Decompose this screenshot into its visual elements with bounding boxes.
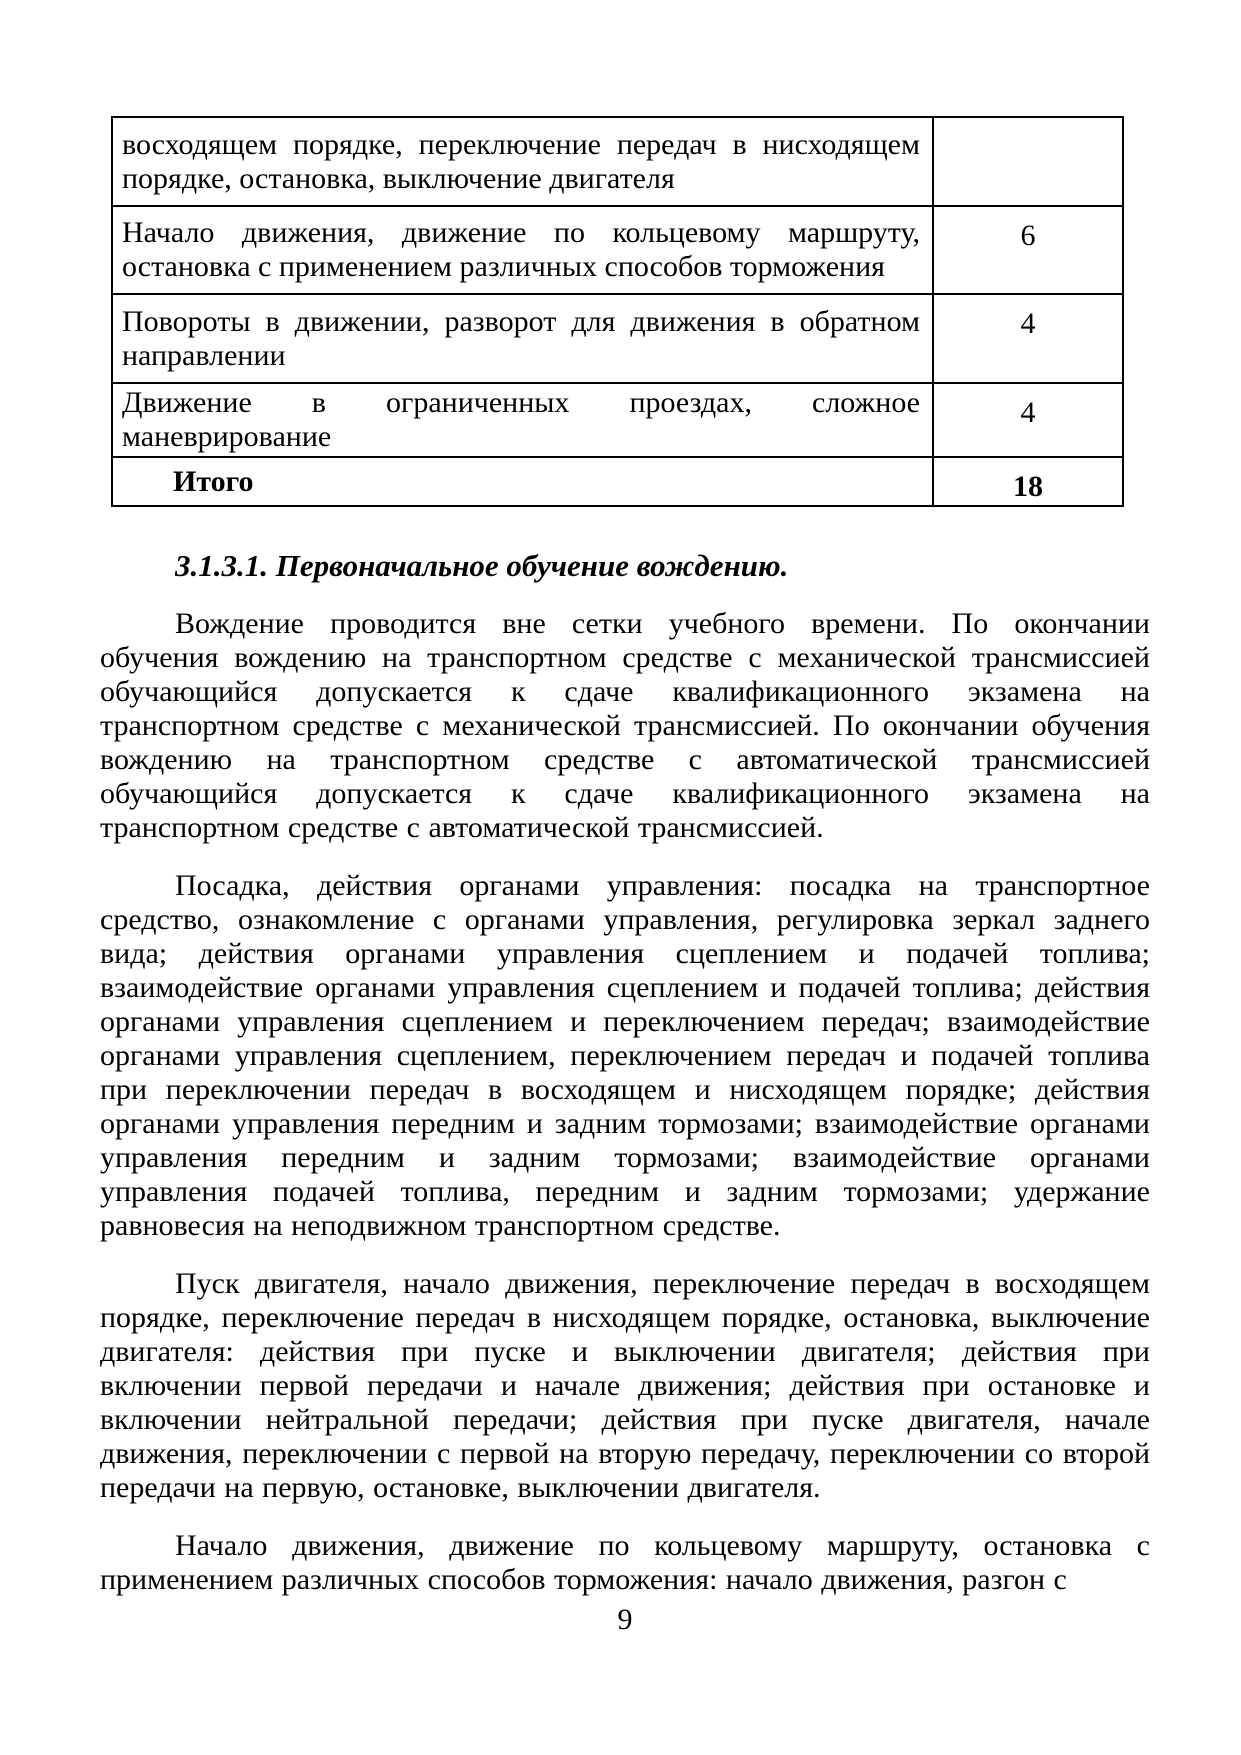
topic-cell: Повороты в движении, разворот для движения в обратном направлении: [112, 294, 933, 383]
hours-cell: 6: [933, 206, 1123, 294]
table-row: [112, 206, 1123, 294]
hours-cell: [933, 117, 1123, 206]
paragraph-engine-start: Пуск двигателя, начало движения, переключение передач в восходящем порядке, переключение передач в нисходящем порядке, остановка, выключение двигателя: действия при пуске и выключении двигателя; действия при включении первой передачи и начале движения; действия при остановке и включении нейтральной передачи; действия при пуске двигателя, начале движения, переключении с первой на вторую передачу, переключении со второй передачи на первую, остановке, выключении двигателя.: [100, 1267, 1150, 1504]
total-hours-cell: 18: [933, 457, 1123, 506]
topic-cell: восходящем порядке, переключение передач в нисходящем порядке, остановка, выключение двигателя: [112, 117, 933, 206]
hours-cell: 4: [933, 294, 1123, 383]
paragraph-ring-route: Начало движения, движение по кольцевому маршруту, остановка с применением различных способов торможения: начало движения, разгон с: [100, 1529, 1150, 1596]
section-heading: 3.1.3.1. Первоначальное обучение вождению.: [175, 548, 789, 583]
topic-cell: Начало движения, движение по кольцевому маршруту, остановка с применением различных способов торможения: [112, 206, 933, 294]
table-row: [112, 383, 1123, 457]
page-number: 9: [617, 1603, 633, 1636]
paragraph-driving-schedule: Вождение проводится вне сетки учебного времени. По окончании обучения вождению на транспортном средстве с механической трансмиссией обучающийся допускается к сдаче квалификационного экзамена на транспортном средстве с механической трансмиссией. По окончании обучения вождению на транспортном средстве с автоматической трансмиссией обучающийся допускается к сдаче квалификационного экзамена на транспортном средстве с автоматической трансмиссией.: [100, 607, 1150, 844]
topic-cell: Движение в ограниченных проездах, сложное маневрирование: [112, 383, 933, 457]
paragraph-seating-controls: Посадка, действия органами управления: посадка на транспортное средство, ознакомление с органами управления, регулировка зеркал заднего вида; действия органами управления сцеплением и подачей топлива; взаимодействие органами управления сцеплением и подачей топлива; действия органами управления сцеплением и переключением передач; взаимодействие органами управления сцеплением, переключением передач и подачей топлива при переключении передач в восходящем и нисходящем порядке; действия органами управления передним и задним тормозами; взаимодействие органами управления передним и задним тормозами; взаимодействие органами управления подачей топлива, передним и задним тормозами; удержание равновесия на неподвижном транспортном средстве.: [100, 869, 1150, 1242]
total-label-cell: Итого: [112, 457, 933, 506]
table-row: [112, 117, 1123, 206]
table-row: [112, 294, 1123, 383]
training-hours-table: [111, 116, 1124, 507]
table-total-row: [112, 457, 1123, 506]
hours-cell: 4: [933, 383, 1123, 457]
